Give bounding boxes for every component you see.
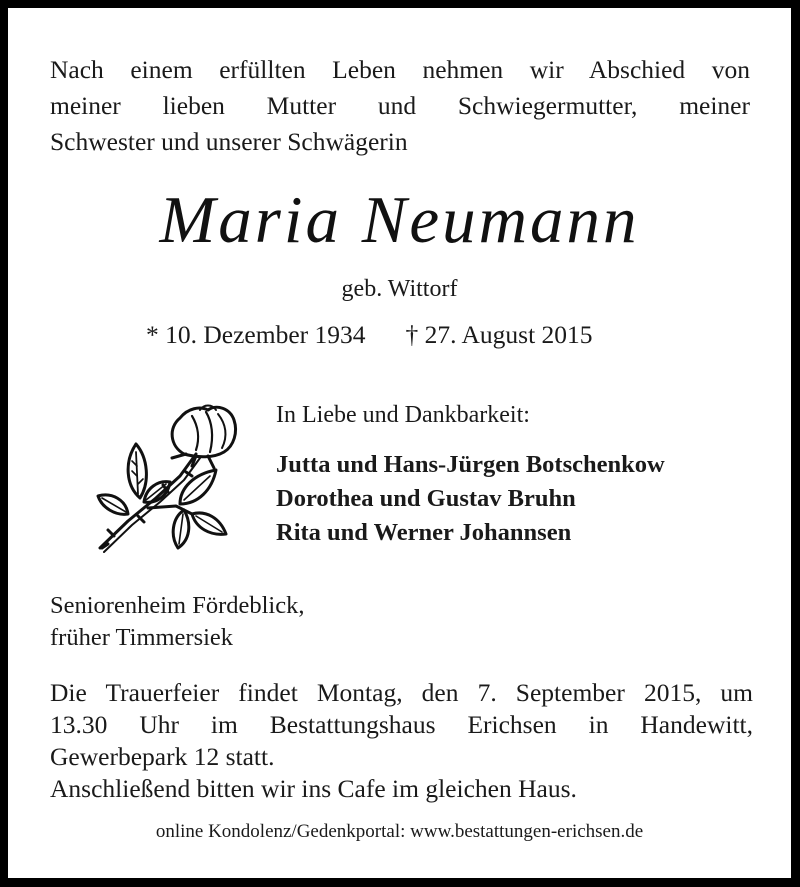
obituary-notice bbox=[8, 8, 791, 878]
mourners-heading: In Liebe und Dankbarkeit: bbox=[276, 402, 530, 428]
death-date: † 27. August 2015 bbox=[405, 320, 593, 349]
online-condolence-link[interactable]: online Kondolenz/Gedenkportal: www.bestattungen-erichsen.de bbox=[155, 821, 644, 842]
residence-line: früher Timmersiek bbox=[50, 624, 234, 651]
funeral-line: 13.30 Uhr im Bestattungshaus Erichsen in Handewitt, bbox=[50, 710, 753, 739]
residence bbox=[50, 590, 304, 654]
intro-line: meiner lieben Mutter und Schwiegermutter, meiner bbox=[50, 91, 750, 120]
funeral-line: Gewerbepark 12 statt. bbox=[50, 742, 275, 771]
life-dates bbox=[146, 317, 593, 353]
residence-line: Seniorenheim Fördeblick, bbox=[50, 592, 305, 619]
funeral-line: Anschließend bitten wir ins Cafe im gleichen Haus. bbox=[50, 774, 577, 803]
mourner-name: Dorothea und Gustav Bruhn bbox=[276, 485, 576, 512]
intro-line: Nach einem erfüllten Leben nehmen wir Abschied von bbox=[50, 55, 750, 84]
rose-icon bbox=[88, 396, 243, 561]
intro-text bbox=[50, 52, 750, 160]
birth-date: * 10. Dezember 1934 bbox=[146, 320, 366, 349]
mourner-name: Jutta und Hans-Jürgen Botschenkow bbox=[276, 451, 665, 478]
mourners-list bbox=[276, 448, 665, 550]
funeral-details bbox=[50, 677, 753, 805]
deceased-name: Maria Neumann bbox=[159, 183, 640, 257]
funeral-line: Die Trauerfeier findet Montag, den 7. September 2015, um bbox=[50, 678, 753, 707]
mourner-name: Rita und Werner Johannsen bbox=[276, 519, 572, 546]
maiden-name: geb. Wittorf bbox=[341, 276, 458, 302]
intro-line: Schwester und unserer Schwägerin bbox=[50, 127, 408, 156]
